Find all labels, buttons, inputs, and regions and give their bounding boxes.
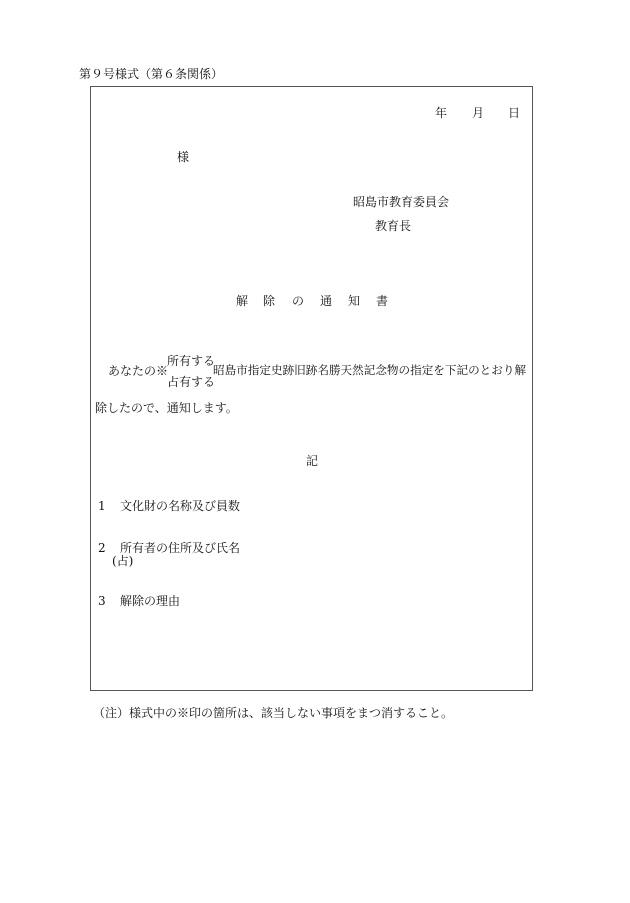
list-item-3 [98,595,180,607]
title-char: 解 [236,294,249,308]
date-day: 日 [508,106,521,120]
title-char: の [292,294,305,308]
ki-label: 記 [306,454,319,468]
item-label: 解除の理由 [120,594,181,608]
option-owned: 所有する [167,354,216,368]
title-char: 書 [376,294,389,308]
form-number-label: 第９号様式（第６条関係） [79,67,224,81]
footnote: （注）様式中の※印の箇所は、該当しない事項をまつ消すること。 [93,706,454,720]
seal-mark: (占) [112,554,134,568]
option-occupied: 占有する [167,375,216,389]
title-char: 通 [320,294,333,308]
body-line-1: 昭島市指定史跡旧跡名勝天然記念物の指定を下記のとおり解 [213,363,527,377]
title-char: 除 [263,294,276,308]
body-line-2: 除したので、通知します。 [95,401,238,415]
title-char: 知 [348,294,361,308]
date-month: 月 [472,106,485,120]
item-number: 1 [98,499,106,513]
item-label: 文化財の名称及び員数 [120,499,241,513]
list-item-1 [98,500,240,512]
item-number: 3 [98,594,106,608]
item-number: 2 [98,541,106,555]
list-item-2 [98,542,240,554]
date-year: 年 [435,106,448,120]
sender-organization: 昭島市教育委員会 [353,195,450,209]
sender-title: 教育長 [375,219,412,233]
addressee-suffix: 様 [177,150,190,164]
body-prefix: あなたの※ [108,364,169,378]
item-label: 所有者の住所及び氏名 [120,541,241,555]
